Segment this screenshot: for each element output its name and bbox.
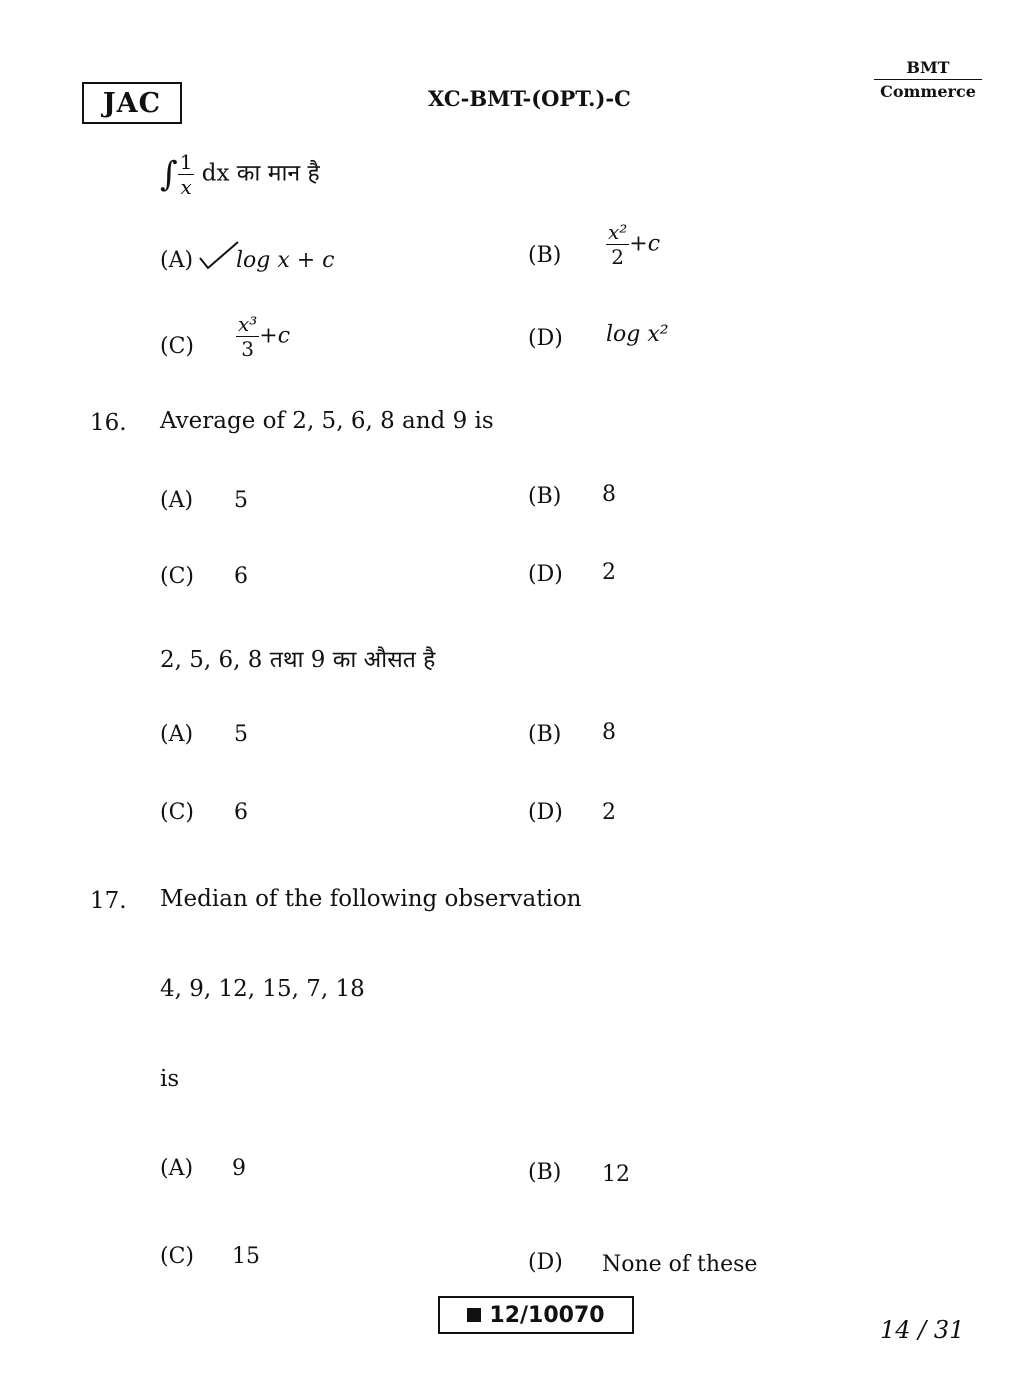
- q16-hindi-option-b-text: 8: [602, 720, 616, 745]
- board-logo-box: [82, 82, 182, 124]
- q15-option-d-label: (D): [528, 326, 563, 351]
- square-bullet-icon: [467, 1308, 481, 1322]
- integrand-fraction: $\frac{1}{x}$: [179, 150, 193, 199]
- q17-option-c-text: 15: [232, 1244, 260, 1269]
- subject-divider: [874, 79, 982, 80]
- q16-option-d-label: (D): [528, 562, 563, 587]
- q17-stem: Median of the following observation: [160, 886, 582, 912]
- q17-option-b-label: (B): [528, 1160, 562, 1185]
- q17-stem-end: is: [160, 1066, 180, 1092]
- q16-hindi-option-c-label: (C): [160, 800, 194, 825]
- integral-sign: ∫: [160, 154, 178, 195]
- q15-stem: [160, 152, 320, 197]
- q17-option-a-text: 9: [232, 1156, 246, 1181]
- q16-option-a-label: (A): [160, 488, 194, 513]
- q17-option-a-label: (A): [160, 1156, 194, 1181]
- checkmark-icon: [198, 238, 240, 272]
- q16-stem: Average of 2, 5, 6, 8 and 9 is: [160, 408, 494, 434]
- q15-option-b-label: (B): [528, 243, 562, 268]
- q17-option-d-label: (D): [528, 1250, 563, 1275]
- q16-option-a-text: 5: [234, 488, 248, 513]
- q16-hindi-option-c-text: 6: [234, 800, 248, 825]
- q16-hindi-option-a-text: 5: [234, 722, 248, 747]
- q17-data: 4, 9, 12, 15, 7, 18: [160, 976, 365, 1002]
- q15-option-c-label: (C): [160, 334, 194, 359]
- q16-stem-hindi: 2, 5, 6, 8 तथा 9 का औसत है: [160, 647, 436, 673]
- board-name: JAC: [102, 87, 162, 119]
- q16-option-b-text: 8: [602, 482, 616, 507]
- q15-option-d-text: log x²: [606, 322, 669, 347]
- footer-code: 12/10070: [489, 1302, 605, 1328]
- q16-option-c-text: 6: [234, 564, 248, 589]
- q15-option-c-expr: $\frac{\text{x³}}{3}$ +c: [238, 312, 291, 361]
- q16-hindi-option-b-label: (B): [528, 722, 562, 747]
- q15-option-a-text: log x + c: [236, 248, 335, 273]
- q17-option-b-text: 12: [602, 1162, 630, 1187]
- stream-name: Commerce: [880, 82, 976, 101]
- q16-option-b-label: (B): [528, 484, 562, 509]
- q17-option-d-text: None of these: [602, 1252, 758, 1277]
- q16-number: 16.: [90, 410, 127, 436]
- q16-option-c-label: (C): [160, 564, 194, 589]
- q15-stem-suffix: dx का मान है: [201, 160, 320, 187]
- footer-code-box: [438, 1296, 634, 1334]
- q15-option-a-label: (A): [160, 248, 194, 273]
- q16-option-d-text: 2: [602, 560, 616, 585]
- q17-number: 17.: [90, 888, 127, 914]
- q15-option-b-expr: $\frac{\text{x²}}{2}$ +c: [608, 220, 661, 269]
- page-number: 14 / 31: [880, 1316, 965, 1344]
- q16-hindi-option-a-label: (A): [160, 722, 194, 747]
- q16-hindi-option-d-text: 2: [602, 800, 616, 825]
- paper-code: XC-BMT-(OPT.)-C: [428, 86, 631, 111]
- subject-code: BMT: [906, 58, 950, 77]
- q16-hindi-option-d-label: (D): [528, 800, 563, 825]
- q17-option-c-label: (C): [160, 1244, 194, 1269]
- subject-header: [874, 58, 982, 101]
